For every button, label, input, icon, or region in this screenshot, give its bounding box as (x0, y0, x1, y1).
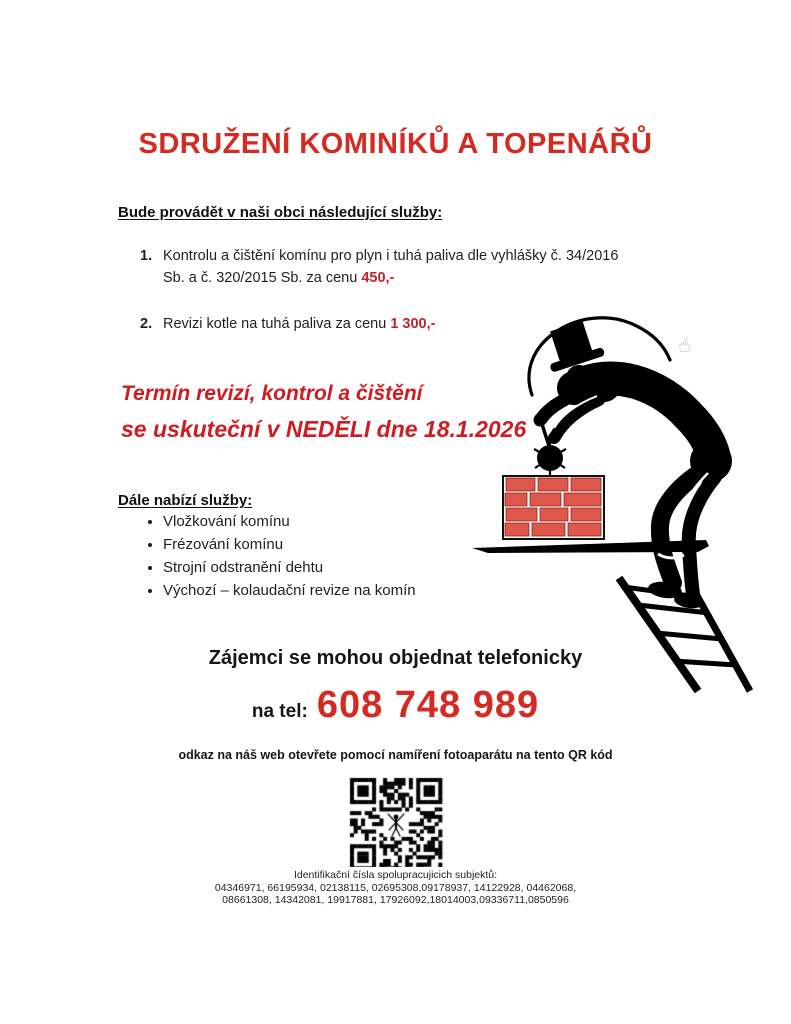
date-notice-line2: se uskuteční v NEDĚLI dne 18.1.2026 (121, 416, 527, 442)
qr-code (347, 775, 445, 867)
leg (660, 469, 705, 583)
list-item: • Vložkování komínu (163, 510, 416, 533)
more-services-list (145, 510, 416, 602)
services-heading: Bude provádět v naši obci následující služby: (118, 204, 443, 221)
contact-heading: Zájemci se mohou objednat telefonicky (208, 647, 583, 669)
phone-label: na tel: (251, 701, 308, 722)
roof-line (472, 540, 709, 553)
leg (689, 477, 715, 594)
item-text-body: Kontrolu a čištění komínu pro plyn i tuhá paliva dle vyhlášky č. 34/2016 Sb. a č. 320/2015 Sb. za cenu (163, 248, 619, 286)
phone-number: 608 748 989 (316, 684, 540, 726)
hand-cursor-icon: ☝ (675, 331, 693, 359)
more-services-heading: Dále nabízí služby: (118, 492, 253, 509)
ids-line: 08661308, 14342081, 19917881, 17926092,18014003,09336711,0850596 (222, 894, 569, 906)
item-text (163, 245, 640, 289)
date-notice-line1: Termín revizí, kontrol a čištění (121, 382, 423, 405)
page-title: SDRUŽENÍ KOMINÍKŮ A TOPENÁŘŮ (138, 128, 653, 160)
item-price: 450,- (361, 270, 395, 286)
list-item (140, 245, 640, 289)
ids-line: 04346971, 66195934, 02138115, 02695308,09178937, 14122928, 04462068, (214, 881, 577, 894)
sweep-silhouette (534, 317, 733, 610)
item-price: 1 300,- (390, 316, 436, 332)
ids-caption: Identifikační čísla spolupracujicich subjektů: (293, 869, 498, 881)
item-text-body: Revizi kotle na tuhá paliva za cenu (163, 316, 391, 332)
item-number: 2. (140, 316, 153, 332)
phone-line (0, 684, 791, 727)
item-text (163, 313, 435, 335)
item-number: 1. (140, 248, 153, 264)
list-item: • Strojní odstranění dehtu (163, 556, 416, 579)
qr-caption: odkaz na náš web otevřete pomocí namíření fotoaparátu na tento QR kód (178, 748, 613, 762)
list-item: • Výchozí – kolaudační revize na komín (163, 579, 416, 602)
brush-ball (537, 445, 563, 471)
footer-ids (0, 869, 791, 907)
chimney-sweep-illustration (462, 295, 762, 695)
list-item: • Frézování komínu (163, 533, 416, 556)
brick-chimney (503, 476, 604, 539)
